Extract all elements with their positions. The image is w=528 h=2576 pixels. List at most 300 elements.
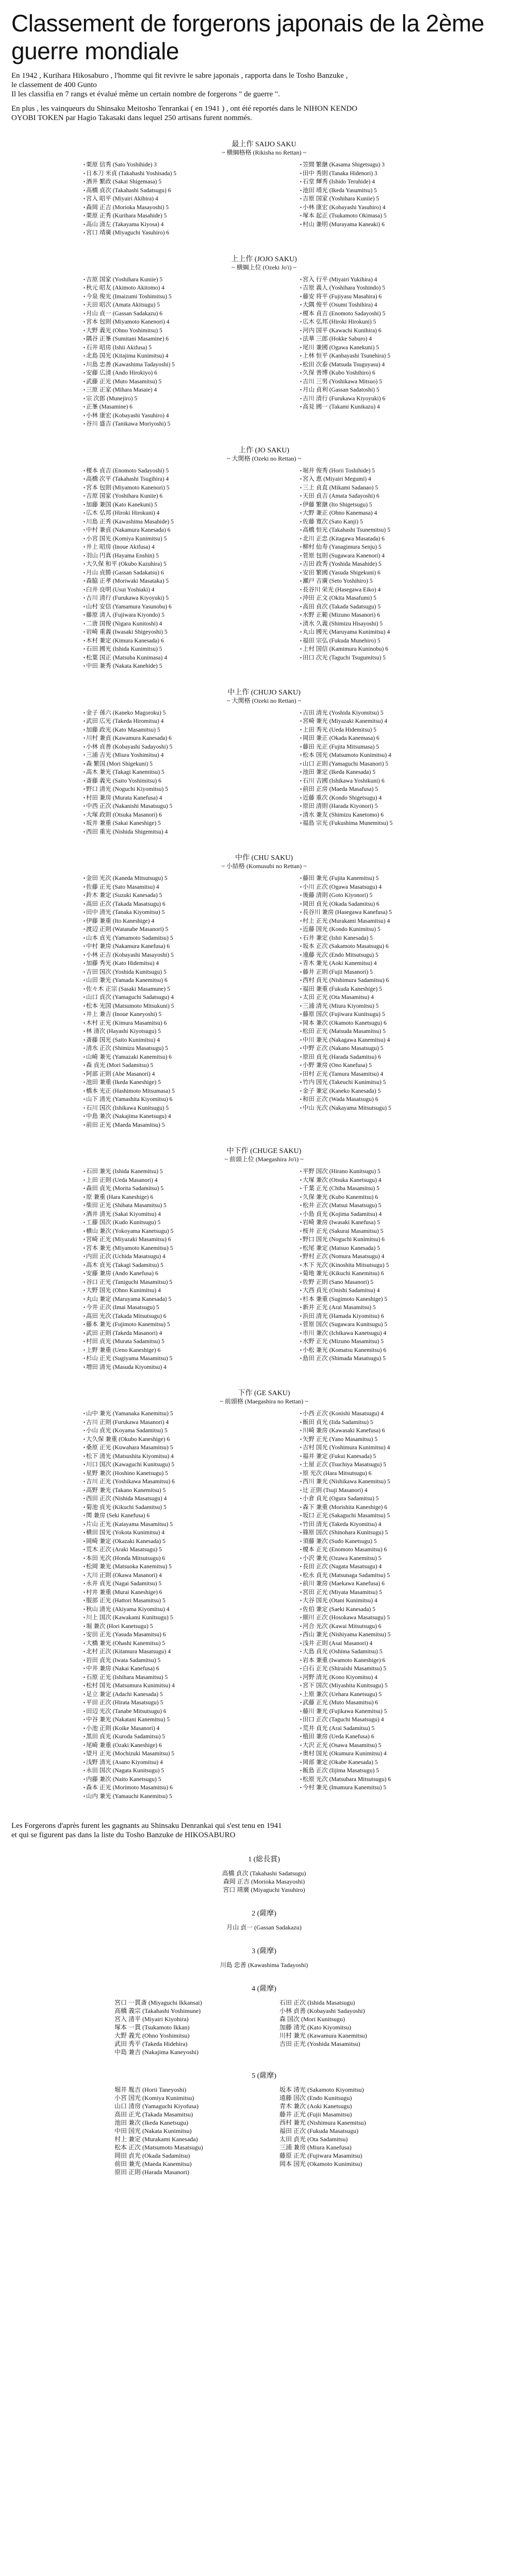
smith-entry: ▪ 藤田 光正 (Fujita Mitsumasa) 5 <box>300 743 486 752</box>
winner-entry: 三浦 兼房 (Miura Kanefusa) <box>279 2144 352 2151</box>
smith-entry: ▪ 杉山 正光 (Sugiyama Masamitsu) 5 <box>84 1354 269 1363</box>
smith-entry: ▪ 増田 清光 (Masuda Kiyomitsu) 4 <box>84 1363 269 1372</box>
smith-entry: ▪ 森下 兼重 (Morishita Kaneshige) 6 <box>300 1503 486 1512</box>
smith-entry: ▪ 三浦 吉光 (Miura Yoshimitsu) 4 <box>84 751 269 760</box>
winner-column-right <box>279 2086 414 2176</box>
smith-entry: ▪ 大久保 和平 (Okubo Kazuhira) 5 <box>84 560 269 569</box>
rank-column-right <box>300 1410 486 1801</box>
smith-entry: ▪ 遠藤 光次 (Endo Mitsutsugu) 5 <box>300 951 486 960</box>
rank-column-left <box>84 467 269 671</box>
winner-sections <box>11 1855 517 2176</box>
rank-subtitle: ~ 小結格 (Komusubi no Rettan) ~ <box>221 862 307 870</box>
smith-entry: ▪ 大橋 兼光 (Ohashi Kanemitsu) 5 <box>84 1639 269 1648</box>
winner-section <box>11 1909 517 1931</box>
smith-entry: ▪ 大野 国光 (Ohno Kunimitsu) 4 <box>84 1286 269 1295</box>
smith-entry: ▪ 井上 兼吉 (Inoue Kaneyoshi) 5 <box>84 1010 269 1019</box>
rank-column-left <box>84 709 269 837</box>
smith-entry: ▪ 佐伯 兼定 (Saeki Kanesada) 5 <box>300 1605 486 1614</box>
smith-entry: ▪ 藤田 兼光 (Fujita Kanemitsu) 5 <box>300 874 486 883</box>
winner-title: 4 (薩摩) <box>252 1985 276 1993</box>
smith-entry: ▪ 渡辺 正則 (Watanabe Masanori) 5 <box>84 925 269 934</box>
smith-entry: ▪ 日本刀 米貞 (Takahashi Yoshisada) 5 <box>84 170 269 178</box>
smith-entry: ▪ 田辺 光次 (Tanabe Mitsutsugu) 6 <box>84 1707 269 1716</box>
smith-entry: ▪ 山口 貞次 (Yamaguchi Sadatsugu) 4 <box>84 993 269 1002</box>
smith-entry: ▪ 高山 清左 (Takayama Kiyosa) 4 <box>84 221 269 229</box>
smith-entry: ▪ 前田 正房 (Maeda Masafusa) 5 <box>300 785 486 794</box>
smith-entry: ▪ 丸山 國光 (Maruyama Kunimitsu) 4 <box>300 628 486 637</box>
smith-entry: ▪ 永田 国次 (Nagata Kunitsugu) 5 <box>84 1767 269 1775</box>
smith-entry: ▪ 川上 国次 (Kawakami Kunitsugu) 5 <box>84 1614 269 1622</box>
rank-section <box>11 1147 517 1371</box>
smith-entry: ▪ 藤原 清人 (Fujiwara Kiyondo) 5 <box>84 611 269 620</box>
winner-entry: 原田 正則 (Harada Masanori) <box>114 2168 189 2176</box>
smith-entry: ▪ 宮本 包則 (Miyamoto Kanenori) 4 <box>84 318 269 327</box>
winner-entry: 宮口 一貫斎 (Miyaguchi Ikkansai) <box>114 1999 202 2006</box>
smith-entry: ▪ 高木 兼光 (Takagi Kanemitsu) 5 <box>84 768 269 777</box>
smith-entry: ▪ 森 繁国 (Mori Shigekuni) 5 <box>84 760 269 769</box>
smith-entry: ▪ 山口 正則 (Yamaguchi Masanori) 5 <box>300 760 486 769</box>
smith-entry: ▪ 本田 光次 (Honda Mitsutsugu) 6 <box>84 1554 269 1563</box>
intro-gap <box>11 99 517 104</box>
smith-entry: ▪ 久保 善博 (Kubo Yoshihiro) 6 <box>300 369 486 378</box>
smith-entry: ▪ 大西 貞光 (Onishi Sadamitsu) 4 <box>300 1286 486 1295</box>
smith-entry: ▪ 永井 貞光 (Nagai Sadamitsu) 5 <box>84 1580 269 1588</box>
rank-section <box>11 1389 517 1801</box>
winner-section <box>11 1985 517 2056</box>
smith-entry: ▪ 中田 兼秀 (Nakata Kanehide) 5 <box>84 662 269 671</box>
smith-entry: ▪ 辻 正則 (Tsuji Masanori) 4 <box>300 1486 486 1495</box>
smith-entry: ▪ 大野 兼正 (Ohno Kanemasa) 4 <box>300 509 486 518</box>
smith-entry: ▪ 岡崎 兼定 (Okazaki Kanesada) 5 <box>84 1537 269 1546</box>
smith-entry: ▪ 岡本 兼次 (Okamoto Kanetsugu) 6 <box>300 1019 486 1028</box>
smith-entry: ▪ 石川 吉國 (Ishikawa Yoshikuni) 6 <box>300 777 486 786</box>
smith-entry: ▪ 橋本 光正 (Hashimoto Mitsumasa) 5 <box>84 1087 269 1096</box>
smith-entry: ▪ 佐藤 寛次 (Sato Kanji) 5 <box>300 518 486 527</box>
smith-entry: ▪ 佐藤 正光 (Sato Masamitsu) 4 <box>84 883 269 892</box>
smith-entry: ▪ 石川 国次 (Ishikawa Kunitsugu) 5 <box>84 1104 269 1113</box>
smith-entry: ▪ 斎藤 国光 (Saito Kunimitsu) 4 <box>84 1036 269 1045</box>
smith-entry: ▪ 原田 清則 (Harada Kiyonori) 5 <box>300 802 486 811</box>
rank-sections <box>11 140 517 1801</box>
smith-entry: ▪ 内田 正次 (Uchida Masatsugu) 4 <box>84 1252 269 1261</box>
smith-entry: ▪ 中野 正次 (Nakano Masatsugu) 5 <box>300 1044 486 1053</box>
smith-entry: ▪ 宮入 恵 (Miyairi Megumi) 4 <box>300 475 486 484</box>
winner-entry: 太田 貞光 (Ota Sadamitsu) <box>279 2136 348 2143</box>
winner-list <box>11 1923 517 1931</box>
rank-section <box>11 140 517 238</box>
smith-entry: ▪ 森岡 正吉 (Morioka Masayoshi) 5 <box>84 204 269 212</box>
smith-entry: ▪ 秋山 清光 (Akiyama Kiyomitsu) 4 <box>84 1605 269 1614</box>
intro-line: OYOBI TOKEN par Hagio Takasaki dans lequel 250 artisans furent nommés. <box>11 114 252 122</box>
winner-entry: 武田 秀平 (Takeda Hidehira) <box>114 2040 188 2047</box>
winner-section <box>11 2072 517 2176</box>
smith-entry: ▪ 原 兼重 (Hara Kaneshige) 6 <box>84 1193 269 1202</box>
smith-entry: ▪ 隅谷 正峯 (Sumitani Masamine) 6 <box>84 335 269 344</box>
winner-entry: 西村 兼光 (Nishimura Kanemitsu) <box>279 2119 366 2126</box>
winner-entry: 青木 兼次 (Aoki Kanetsugu) <box>279 2103 352 2110</box>
winner-entry: 小林 貞善 (Kobayashi Sadayoshi) <box>279 2007 365 2014</box>
winner-title: 1 (総長賞) <box>248 1856 280 1863</box>
smith-entry: ▪ 山村 安信 (Yamamura Yasunobu) 6 <box>84 603 269 612</box>
winner-entry: 高橋 貞次 (Takahashi Sadatsugu) <box>222 1870 306 1877</box>
smith-entry: ▪ 臼井 良明 (Usui Yoshiaki) 4 <box>84 586 269 595</box>
winner-entry: 塚本 一貫 (Tsukamoto Ikkan) <box>114 2024 190 2031</box>
smith-entry: ▪ 吉原 国家 (Yoshihara Kuniie) 5 <box>84 276 269 284</box>
outro-line: Les Forgerons d'après furent les gagnants au Shinsaku Denrankai qui s'est tenu en 1941 <box>11 1822 282 1830</box>
smith-entry: ▪ 岩本 兼重 (Iwamoto Kaneshige) 6 <box>300 1656 486 1665</box>
winner-entry: 小宮 国光 (Komiya Kunimitsu) <box>114 2094 194 2102</box>
smith-entry: ▪ 長田 正次 (Nagata Masatsugu) 4 <box>300 1563 486 1571</box>
smith-entry: ▪ 白石 正光 (Shiraishi Masamitsu) 5 <box>300 1665 486 1673</box>
smith-entry: ▪ 北村 正次 (Kitamura Masatsugu) 4 <box>84 1648 269 1656</box>
smith-entry: ▪ 河内 国平 (Kawachi Kunihira) 6 <box>300 327 486 335</box>
smith-entry: ▪ 川島 正秀 (Kawashima Masahide) 5 <box>84 518 269 527</box>
smith-entry: ▪ 堀井 俊秀 (Horii Toshihide) 5 <box>300 467 486 476</box>
smith-entry: ▪ 広木 弘邦 (Hiroki Hirokuni) 4 <box>84 509 269 518</box>
smith-entry: ▪ 大谷 国光 (Otani Kunimitsu) 4 <box>300 1597 486 1605</box>
smith-entry: ▪ 西村 貞光 (Nishimura Sadamitsu) 6 <box>300 976 486 985</box>
smith-entry: ▪ 安藤 兼房 (Ando Kanefusa) 6 <box>84 1269 269 1278</box>
smith-entry: ▪ 福島 宗光 (Fukushima Munemitsu) 5 <box>300 819 486 828</box>
smith-entry: ▪ 岩崎 兼房 (Iwasaki Kanefusa) 5 <box>300 1218 486 1227</box>
smith-entry: ▪ 桜井 正光 (Sakurai Masamitsu) 5 <box>300 1227 486 1236</box>
smith-entry: ▪ 小林 正吉 (Kobayashi Masayoshi) 5 <box>84 951 269 960</box>
winner-entry: 加藤 清光 (Kato Kiyomitsu) <box>279 2024 351 2031</box>
smith-entry: ▪ 古川 正則 (Furukawa Masanori) 4 <box>84 1418 269 1427</box>
smith-entry: ▪ 高田 貞次 (Takada Sadatsugu) 5 <box>300 603 486 612</box>
smith-entry: ▪ 森田 貞光 (Morita Sadamitsu) 5 <box>84 1184 269 1193</box>
rank-title: 中下作 (CHUGE SAKU) <box>226 1147 302 1155</box>
smith-entry: ▪ 土屋 正次 (Tsuchiya Masatsugu) 5 <box>300 1461 486 1469</box>
winner-entry: 高橋 義宗 (Takahashi Yoshimune) <box>114 2007 201 2014</box>
smith-entry: ▪ 清水 兼友 (Shimizu Kanetomo) 6 <box>300 811 486 820</box>
smith-entry: ▪ 野村 正次 (Nomura Masatsugu) 4 <box>300 1252 486 1261</box>
smith-entry: ▪ 吉田 国次 (Yoshida Kunitsugu) 5 <box>84 968 269 977</box>
winner-list <box>11 2086 517 2176</box>
rank-column-right <box>300 1167 486 1371</box>
smith-entry: ▪ 川島 忠善 (Kawashima Tadayoshi) 5 <box>84 361 269 369</box>
smith-entry: ▪ 中村 兼房 (Nakamura Kanefusa) 6 <box>84 942 269 951</box>
smith-entry: ▪ 中西 正次 (Nakanishi Masatsugu) 5 <box>84 802 269 811</box>
smith-entry: ▪ 菅原 包則 (Sugawara Kanenori) 4 <box>300 552 486 561</box>
smith-entry: ▪ 宮崎 兼光 (Miyazaki Kanemitsu) 4 <box>300 717 486 726</box>
smith-entry: ▪ 武藤 正光 (Muto Masamitsu) 5 <box>84 378 269 386</box>
smith-entry: ▪ 宮口 靖廣 (Miyaguchi Yasuhiro) 6 <box>84 229 269 238</box>
smith-entry: ▪ 榎本 貞吉 (Enomoto Sadayoshi) 5 <box>300 310 486 318</box>
rank-column-left <box>84 276 269 429</box>
rank-column-left <box>84 874 269 1129</box>
winner-entry: 松本 正次 (Matsumoto Masatsugu) <box>114 2144 203 2151</box>
smith-entry: ▪ 松井 正次 (Matsui Masatsugu) 5 <box>300 1201 486 1210</box>
winner-entry: 川村 兼光 (Kawamura Kanemitsu) <box>279 2032 367 2039</box>
smith-entry: ▪ 菊地 兼光 (Kikuchi Kanemitsu) 6 <box>300 1269 486 1278</box>
rank-title: 中作 (CHU SAKU) <box>235 854 293 862</box>
rank-subtitle: ~ 横綱格格 (Rikisha no Rettan) ~ <box>222 149 306 156</box>
smith-entry: ▪ 飯田 貞光 (Iida Sadamitsu) 5 <box>300 1418 486 1427</box>
smith-entry: ▪ 大隅 俊平 (Osumi Toshihira) 4 <box>300 301 486 310</box>
smith-entry: ▪ 植田 兼房 (Ueda Kanefusa) 6 <box>300 1733 486 1741</box>
smith-entry: ▪ 山田 兼光 (Yamada Kanemitsu) 6 <box>84 976 269 985</box>
smith-entry: ▪ 酒井 繁政 (Sakai Shigemasa) 5 <box>84 178 269 187</box>
winner-entry: 宮口 靖廣 (Miyaguchi Yasuhiro) <box>223 1886 305 1893</box>
smith-entry: ▪ 北川 正忠 (Kitagawa Masatada) 6 <box>300 535 486 544</box>
smith-entry: ▪ 松村 国光 (Matsumura Kunimitsu) 4 <box>84 1682 269 1690</box>
rank-column-right <box>300 276 486 429</box>
smith-entry: ▪ 金田 光次 (Kaneda Mitsutsugu) 5 <box>84 874 269 883</box>
smith-entry: ▪ 田中 秀則 (Tanaka Hidenori) 3 <box>300 170 486 178</box>
winner-list <box>11 1961 517 1969</box>
smith-entry: ▪ 太田 正光 (Ota Masamitsu) 4 <box>300 993 486 1002</box>
smith-entry: ▪ 伊藤 兼重 (Ito Kaneshige) 4 <box>84 917 269 926</box>
smith-entry: ▪ 島田 正次 (Shimada Masatsugu) 5 <box>300 1354 486 1363</box>
smith-entry: ▪ 村田 兼房 (Murata Kanefusa) 4 <box>84 794 269 803</box>
winner-entry: 坂本 清光 (Sakamoto Kiyomitsu) <box>279 2086 364 2093</box>
smith-entry: ▪ 後藤 清則 (Goto Kiyonori) 5 <box>300 891 486 900</box>
smith-entry: ▪ 高田 正次 (Takada Masatsugu) 6 <box>84 900 269 909</box>
winner-entry: 吉田 正光 (Yoshida Masamitsu) <box>279 2040 360 2047</box>
intro-line: le classement de 400 Gunto <box>11 81 97 89</box>
smith-entry: ▪ 井上 昭房 (Inoue Akifusa) 4 <box>84 543 269 552</box>
smith-entry: ▪ 安田 正光 (Yasuda Masamitsu) 6 <box>84 1631 269 1639</box>
smith-entry: ▪ 岩田 貞光 (Iwata Sadamitsu) 5 <box>84 1656 269 1665</box>
smith-entry: ▪ 星野 兼次 (Hoshino Kanetsugu) 5 <box>84 1469 269 1478</box>
smith-entry: ▪ 竹内 国光 (Takeuchi Kunimitsu) 5 <box>300 1078 486 1087</box>
smith-entry: ▪ 岡田 貞光 (Okada Sadamitsu) 6 <box>300 900 486 909</box>
smith-entry: ▪ 山崎 兼光 (Yamazaki Kanemitsu) 6 <box>84 1053 269 1062</box>
smith-entry: ▪ 服部 正光 (Hattori Masamitsu) 5 <box>84 1597 269 1605</box>
smith-entry: ▪ 中谷 兼光 (Nakatani Kanemitsu) 5 <box>84 1716 269 1724</box>
smith-entry: ▪ 小松 兼光 (Komatsu Kanemitsu) 6 <box>300 1346 486 1355</box>
smith-entry: ▪ 伊藤 繁継 (Ito Shigetsugu) 5 <box>300 501 486 510</box>
winner-entry: 川島 忠善 (Kawashima Tadayoshi) <box>220 1961 308 1969</box>
smith-entry: ▪ 松本 国光 (Matsumoto Kunimitsu) 4 <box>300 751 486 760</box>
smith-entry: ▪ 二唐 国俊 (Nigara Kunitoshi) 4 <box>84 620 269 629</box>
smith-entry: ▪ 竹田 清光 (Takeda Kiyomitsu) 4 <box>300 1520 486 1529</box>
smith-entry: ▪ 田中 清光 (Tanaka Kiyomitsu) 5 <box>84 908 269 917</box>
smith-entry: ▪ 羽山 円真 (Hayama Enshin) 5 <box>84 552 269 561</box>
rank-column-left <box>84 1410 269 1801</box>
smith-entry: ▪ 宗 次郎 (Munejiro) 5 <box>84 395 269 403</box>
smith-entry: ▪ 天田 昭次 (Amata Akitsugu) 5 <box>84 301 269 310</box>
rank-title: 上上作 (JOJO SAKU) <box>231 255 297 263</box>
smith-entry: ▪ 大久保 兼重 (Okubo Kaneshige) 6 <box>84 1435 269 1444</box>
smith-entry: ▪ 中川 兼光 (Nakagawa Kanemitsu) 4 <box>300 1036 486 1045</box>
smith-entry: ▪ 小林 貞善 (Kobayashi Sadayoshi) 5 <box>84 743 269 752</box>
smith-entry: ▪ 栗原 信秀 (Sato Yoshihide) 3 <box>84 161 269 170</box>
rank-columns <box>11 276 517 429</box>
smith-entry: ▪ 加藤 兼国 (Kato Kanekuni) 5 <box>84 501 269 510</box>
smith-entry: ▪ 松尾 兼定 (Matsuo Kanesada) 5 <box>300 1244 486 1253</box>
smith-entry: ▪ 阿部 正則 (Abe Masanori) 4 <box>84 1070 269 1079</box>
smith-entry: ▪ 中村 兼貞 (Nakamura Kanesada) 6 <box>84 526 269 535</box>
smith-entry: ▪ 吉田 清光 (Yoshida Kiyomitsu) 5 <box>300 709 486 718</box>
smith-entry: ▪ 西川 兼光 (Nishikawa Kanemitsu) 5 <box>300 1478 486 1486</box>
smith-entry: ▪ 森本 正光 (Morimoto Masamitsu) 6 <box>84 1784 269 1792</box>
smith-entry: ▪ 吉原 義人 (Yoshihara Yoshindo) 5 <box>300 284 486 293</box>
smith-entry: ▪ 小林 康宏 (Kobayashi Yasuhiro) 4 <box>300 204 486 212</box>
smith-entry: ▪ 山下 清光 (Yamashita Kiyomitsu) 6 <box>84 1095 269 1104</box>
winner-entry: 石田 正次 (Ishida Masatsugu) <box>279 1999 355 2006</box>
winner-entry: 堀井 胤吉 (Horii Taneyoshi) <box>114 2086 187 2093</box>
smith-entry: ▪ 浜田 清光 (Hamada Kiyomitsu) 6 <box>300 1312 486 1321</box>
smith-entry: ▪ 福田 宗弘 (Fukuda Munehiro) 5 <box>300 637 486 646</box>
rank-section <box>11 255 517 429</box>
smith-entry: ▪ 石原 正光 (Ishihara Masamitsu) 5 <box>84 1673 269 1682</box>
smith-entry: ▪ 松永 貞光 (Matsunaga Sadamitsu) 5 <box>300 1571 486 1580</box>
smith-entry: ▪ 上林 恒平 (Kanbayashi Tsunehira) 5 <box>300 352 486 361</box>
smith-entry: ▪ 宮崎 正光 (Miyazaki Masamitsu) 6 <box>84 1235 269 1244</box>
winner-entry: 岡田 貞光 (Okada Sadamitsu) <box>114 2152 190 2159</box>
smith-entry: ▪ 石田 國光 (Ishida Kunimitsu) 5 <box>84 645 269 654</box>
smith-entry: ▪ 福井 兼定 (Fukui Kanesada) 5 <box>300 1452 486 1461</box>
smith-entry: ▪ 谷口 正光 (Taniguchi Masamitsu) 5 <box>84 1278 269 1287</box>
rank-column-left <box>84 1167 269 1371</box>
smith-entry: ▪ 青木 兼光 (Aoki Kanemitsu) 4 <box>300 959 486 968</box>
smith-entry: ▪ 川村 兼貞 (Kawamura Kanesada) 6 <box>84 734 269 743</box>
rank-column-right <box>300 161 486 238</box>
smith-entry: ▪ 佐々木 正宗 (Sasaki Masamune) 5 <box>84 985 269 994</box>
smith-entry: ▪ 田村 正光 (Tamura Masamitsu) 4 <box>300 1070 486 1079</box>
smith-entry: ▪ 吉川 三男 (Yoshikawa Mitsuo) 5 <box>300 378 486 386</box>
rank-columns <box>11 1410 517 1801</box>
winner-entry: 宮入 清平 (Miyairi Kiyohira) <box>114 2015 189 2023</box>
smith-entry: ▪ 菊池 貞光 (Kikuchi Sadamitsu) 5 <box>84 1503 269 1512</box>
smith-entry: ▪ 前川 兼房 (Maekawa Kanefusa) 6 <box>300 1580 486 1588</box>
smith-entry: ▪ 尾川 兼國 (Ogawa Kanekuni) 5 <box>300 344 486 352</box>
smith-entry: ▪ 瀬戸 吉廣 (Seto Yoshihiro) 5 <box>300 577 486 586</box>
smith-entry: ▪ 吉原 国家 (Yoshihara Kuniie) 5 <box>300 195 486 204</box>
smith-entry: ▪ 松本 光国 (Matsumoto Mitsukuni) 5 <box>84 1002 269 1011</box>
smith-entry: ▪ 高見 國一 (Takami Kunikazu) 4 <box>300 403 486 412</box>
smith-entry: ▪ 岩崎 重義 (Iwasaki Shigeyoshi) 5 <box>84 628 269 637</box>
smith-entry: ▪ 宮本 兼光 (Miyamoto Kanemitsu) 5 <box>84 1244 269 1253</box>
smith-entry: ▪ 塚本 起正 (Tsukamoto Okimasa) 5 <box>300 212 486 221</box>
smith-entry: ▪ 沖田 正文 (Okita Masafumi) 5 <box>300 594 486 603</box>
smith-entry: ▪ 宮入 昭平 (Miyairi Akihira) 4 <box>84 195 269 204</box>
smith-entry: ▪ 村田 貞光 (Murata Sadamitsu) 5 <box>84 1337 269 1346</box>
smith-entry: ▪ 藤本 兼光 (Fujimoto Kanemitsu) 5 <box>84 1320 269 1329</box>
rank-section <box>11 446 517 671</box>
smith-entry: ▪ 秋元 昭友 (Akimoto Akitomo) 4 <box>84 284 269 293</box>
winner-entry: 前田 兼光 (Maeda Kanemitsu) <box>114 2160 192 2167</box>
smith-entry: ▪ 川崎 兼房 (Kawasaki Kanefusa) 6 <box>300 1427 486 1435</box>
smith-entry: ▪ 三原 正家 (Mihara Masaie) 4 <box>84 386 269 395</box>
smith-entry: ▪ 今泉 俊光 (Imaizumi Toshimitsu) 5 <box>84 293 269 301</box>
smith-entry: ▪ 石堂 輝秀 (Ishido Teruhide) 4 <box>300 178 486 187</box>
smith-entry: ▪ 坂口 正光 (Sakaguchi Masamitsu) 5 <box>300 1512 486 1520</box>
smith-entry: ▪ 小林 康宏 (Kobayashi Yasuhiro) 4 <box>84 412 269 420</box>
smith-entry: ▪ 今井 正次 (Imai Masatsugu) 5 <box>84 1303 269 1312</box>
smith-entry: ▪ 望月 正光 (Mochizuki Masamitsu) 5 <box>84 1750 269 1758</box>
rank-subtitle: ~ 前頭格 (Maegashira no Rettan) ~ <box>220 1398 308 1405</box>
smith-entry: ▪ 浅野 清光 (Asano Kiyomitsu) 4 <box>84 1758 269 1767</box>
smith-entry: ▪ 上野 兼重 (Ueno Kaneshige) 6 <box>84 1346 269 1355</box>
smith-entry: ▪ 和田 正次 (Wada Masatsugu) 6 <box>300 1095 486 1104</box>
rank-section <box>11 854 517 1129</box>
smith-entry: ▪ 長谷川 兼房 (Hasegawa Kanefusa) 5 <box>300 908 486 917</box>
outro-line: et qui se figurent pas dans la liste du Tosho Banzuke de HIKOSABURO <box>11 1831 236 1839</box>
smith-entry: ▪ 中井 兼房 (Nakai Kanefusa) 6 <box>84 1665 269 1673</box>
smith-entry: ▪ 安藤 広清 (Ando Hirokiyo) 6 <box>84 369 269 378</box>
smith-entry: ▪ 古川 清行 (Furukawa Kiyoyuki) 5 <box>84 594 269 603</box>
smith-entry: ▪ 石田 兼光 (Ishida Kanemitsu) 5 <box>84 1167 269 1176</box>
smith-entry: ▪ 片山 正光 (Katayama Masamitsu) 5 <box>84 1520 269 1529</box>
rank-columns <box>11 709 517 837</box>
smith-entry: ▪ 小倉 貞光 (Ogura Sadamitsu) 5 <box>300 1495 486 1503</box>
smith-entry: ▪ 木下 光次 (Kinoshita Mitsutsugu) 5 <box>300 1261 486 1270</box>
smith-entry: ▪ 藤川 兼光 (Fujikawa Kanemitsu) 5 <box>300 1707 486 1716</box>
smith-entry: ▪ 内藤 兼次 (Naito Kanetsugu) 5 <box>84 1775 269 1784</box>
smith-entry: ▪ 鈴木 兼定 (Suzuki Kanesada) 5 <box>84 891 269 900</box>
smith-entry: ▪ 原 光次 (Hara Mitsutsugu) 6 <box>300 1469 486 1478</box>
smith-entry: ▪ 篠原 国次 (Shinohara Kunitsugu) 5 <box>300 1529 486 1537</box>
smith-entry: ▪ 足立 兼定 (Adachi Kanesada) 5 <box>84 1690 269 1699</box>
smith-entry: ▪ 平野 国次 (Hirano Kunitsugu) 5 <box>300 1167 486 1176</box>
smith-entry: ▪ 山内 兼光 (Yamauchi Kanemitsu) 5 <box>84 1792 269 1801</box>
smith-entry: ▪ 高橋 次平 (Takahashi Tsugihira) 4 <box>84 475 269 484</box>
smith-entry: ▪ 吉原 国家 (Yoshihara Kuniie) 6 <box>84 492 269 501</box>
smith-entry: ▪ 森 貞光 (Mori Sadamitsu) 5 <box>84 1061 269 1070</box>
smith-entry: ▪ 中島 兼次 (Nakajima Kanetsugu) 4 <box>84 1112 269 1121</box>
smith-entry: ▪ 笠間 繁継 (Kasama Shigetsugu) 3 <box>300 161 486 170</box>
smith-entry: ▪ 山本 貞光 (Yamamoto Sadamitsu) 5 <box>84 934 269 943</box>
winner-title: 2 (薩摩) <box>252 1910 276 1918</box>
smith-entry: ▪ 田口 次光 (Taguchi Tsugumitsu) 5 <box>300 654 486 663</box>
smith-entry: ▪ 榎本 正光 (Enomoto Masamitsu) 6 <box>300 1546 486 1554</box>
smith-entry: ▪ 宮田 正光 (Miyata Masamitsu) 5 <box>300 1588 486 1597</box>
smith-entry: ▪ 大塚 政則 (Otsuka Masanori) 6 <box>84 811 269 820</box>
winner-entry: 池田 兼次 (Ikeda Kanetsugu) <box>114 2119 188 2126</box>
smith-entry: ▪ 正峯 (Masamine) 6 <box>84 403 269 412</box>
smith-entry: ▪ 小宮 国光 (Komiya Kunimitsu) 5 <box>84 535 269 544</box>
outro-text <box>11 1821 517 1840</box>
smith-entry: ▪ 上原 兼次 (Uehara Kanetsugu) 5 <box>300 1690 486 1699</box>
smith-entry: ▪ 林 清次 (Hayashi Kiyotsugu) 5 <box>84 1027 269 1036</box>
smith-entry: ▪ 奥村 国光 (Okumura Kunimitsu) 4 <box>300 1750 486 1758</box>
smith-entry: ▪ 小西 正次 (Konishi Masatsugu) 4 <box>300 1410 486 1418</box>
winner-column-right <box>279 1998 414 2056</box>
rank-title: 上作 (JO SAKU) <box>239 446 289 454</box>
smith-entry: ▪ 広木 弘邦 (Hiroki Hirokuni) 5 <box>300 318 486 327</box>
smith-entry: ▪ 藤井 正則 (Fujii Masanori) 5 <box>300 968 486 977</box>
smith-entry: ▪ 柴田 正光 (Shibata Masamitsu) 5 <box>84 1201 269 1210</box>
smith-entry: ▪ 高田 光次 (Takada Mitsutsugu) 6 <box>84 1312 269 1321</box>
rank-column-right <box>300 467 486 671</box>
winner-entry: 山口 清房 (Yamaguchi Kiyofusa) <box>114 2103 199 2110</box>
smith-entry: ▪ 宮下 国次 (Miyashita Kunitsugu) 5 <box>300 1682 486 1690</box>
winner-entry: 高田 正光 (Takada Masamitsu) <box>114 2111 193 2118</box>
smith-entry: ▪ 上村 国信 (Kamimura Kuninobu) 6 <box>300 645 486 654</box>
smith-entry: ▪ 須藤 兼次 (Sudo Kanetsugu) 5 <box>300 1537 486 1546</box>
smith-entry: ▪ 大塚 兼次 (Otsuka Kanetsugu) 4 <box>300 1176 486 1185</box>
smith-entry: ▪ 大島 貞光 (Oshima Sadamitsu) 5 <box>300 1648 486 1656</box>
smith-entry: ▪ 藤原 国次 (Fujiwara Kunitsugu) 5 <box>300 1010 486 1019</box>
intro-line: En 1942 , Kurihara Hikosaburo , l'homme qui fit revivre le sabre japonais , rapporta dans le Tosho Banzuke , <box>11 72 348 80</box>
smith-entry: ▪ 石井 兼定 (Ishii Kanesada) 5 <box>300 934 486 943</box>
smith-entry: ▪ 月山 貞勝 (Gassan Sadakatsu) 6 <box>84 569 269 578</box>
smith-entry: ▪ 菅原 国次 (Sugawara Kunitsugu) 5 <box>300 1320 486 1329</box>
smith-entry: ▪ 中山 光次 (Nakayama Mitsutsugu) 5 <box>300 1104 486 1113</box>
smith-entry: ▪ 森脇 正孝 (Moriwaki Masataka) 5 <box>84 577 269 586</box>
smith-entry: ▪ 田口 正次 (Taguchi Masatsugu) 4 <box>300 1716 486 1724</box>
smith-entry: ▪ 宮本 包則 (Miyamoto Kanenori) 5 <box>84 484 269 493</box>
smith-entry: ▪ 西山 兼光 (Nishiyama Kanemitsu) 5 <box>300 1631 486 1639</box>
rank-column-left <box>84 161 269 238</box>
page-title: Classement de forgerons japonais de la 2ème guerre mondiale <box>11 10 484 64</box>
smith-entry: ▪ 飯島 正次 (Iijima Masatsugu) 5 <box>300 1767 486 1775</box>
smith-entry: ▪ 千葉 正光 (Chiba Masamitsu) 5 <box>300 1184 486 1193</box>
smith-entry: ▪ 小沢 兼光 (Ozawa Kanemitsu) 5 <box>300 1554 486 1563</box>
